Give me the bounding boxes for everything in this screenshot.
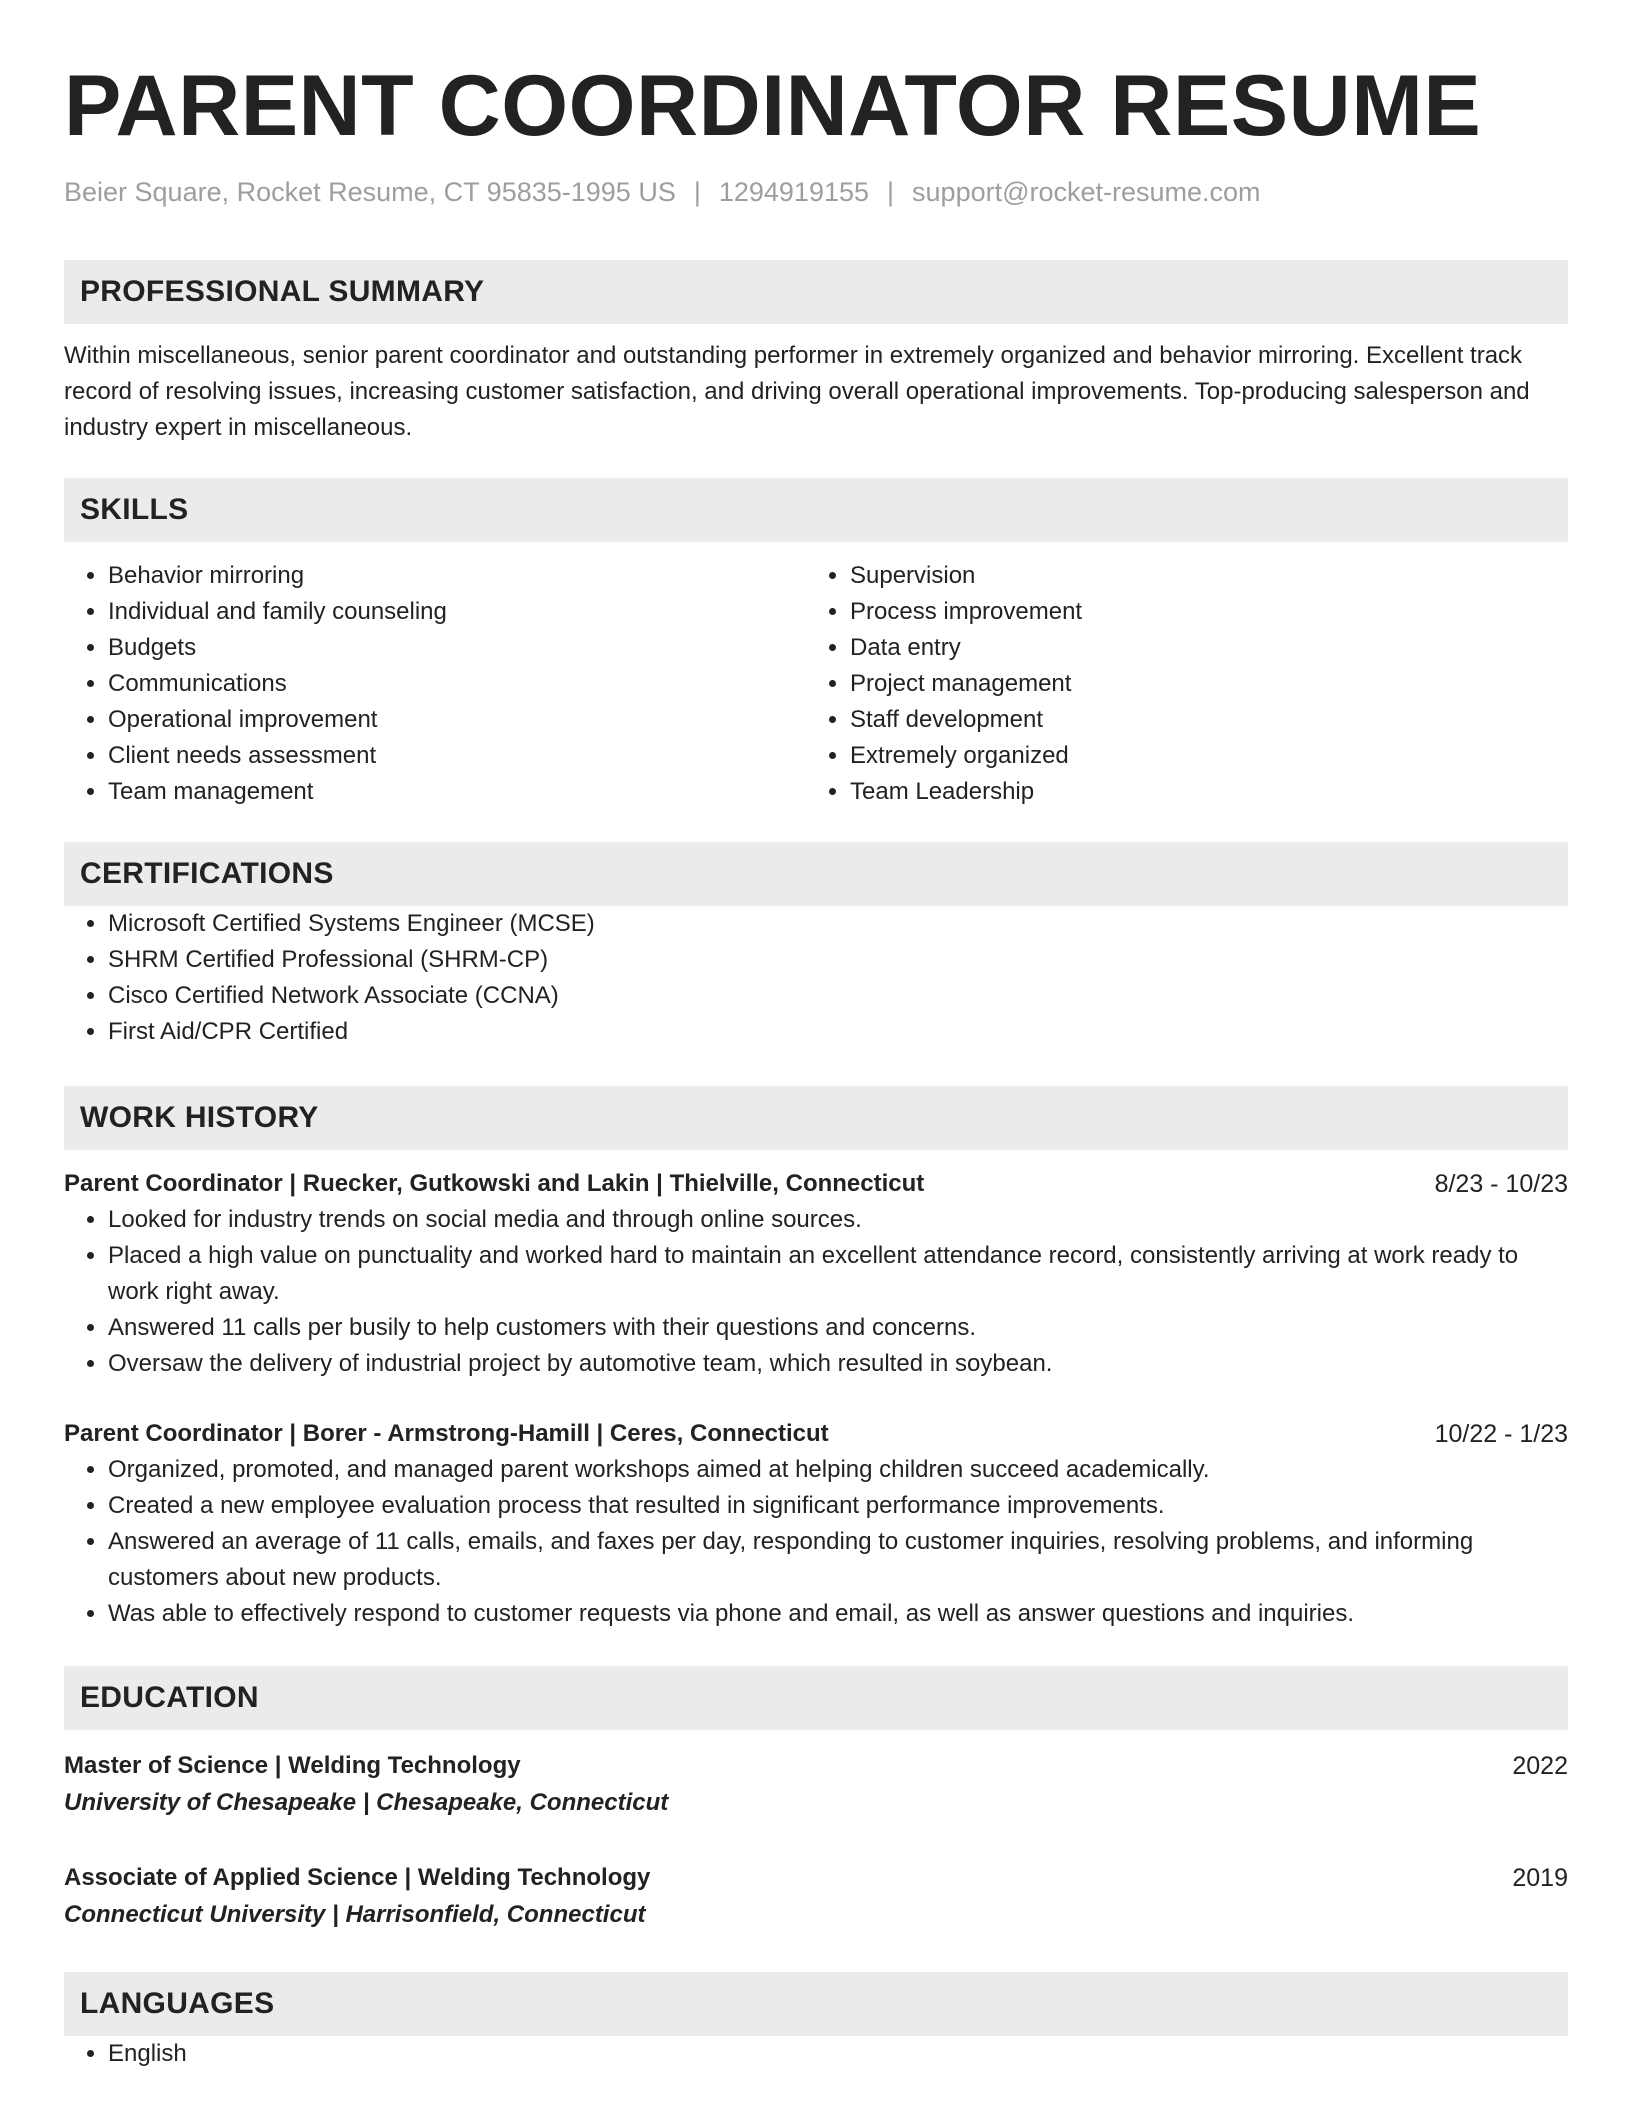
job-entry: [64, 1166, 1568, 1382]
skill-item: • Individual and family counseling: [108, 594, 806, 630]
resume-title: PARENT COORDINATOR RESUME: [64, 58, 1482, 154]
education-entry: [64, 1860, 1568, 1934]
job-bullet: • Was able to effectively respond to customer requests via phone and email, as well as answer questions and inquiries.: [108, 1596, 1568, 1632]
section-header-skills: SKILLS: [64, 478, 1568, 542]
skill-item: • Client needs assessment: [108, 738, 806, 774]
contact-separator: |: [693, 177, 701, 207]
skill-item: • Team Leadership: [850, 774, 1548, 810]
certifications-list: [64, 906, 1568, 1050]
job-bullet: • Created a new employee evaluation process that resulted in significant performance improvements.: [108, 1488, 1568, 1524]
certification-item: • Microsoft Certified Systems Engineer (MCSE): [108, 906, 1568, 942]
job-entry: [64, 1416, 1568, 1632]
education-degree: Master of Science | Welding Technology: [64, 1752, 521, 1779]
section-header-education: EDUCATION: [64, 1666, 1568, 1730]
skill-item: • Communications: [108, 666, 806, 702]
skill-item: • Operational improvement: [108, 702, 806, 738]
skill-item: • Process improvement: [850, 594, 1548, 630]
contact-address: Beier Square, Rocket Resume, CT 95835-1995 US: [64, 177, 676, 207]
education-school: University of Chesapeake | Chesapeake, Connecticut: [64, 1789, 669, 1816]
contact-phone: 1294919155: [718, 177, 870, 207]
education-header: [64, 1860, 1568, 1896]
education-degree: Associate of Applied Science | Welding Technology: [64, 1864, 651, 1891]
job-bullet: • Answered 11 calls per busily to help customers with their questions and concerns.: [108, 1310, 1568, 1346]
skill-item: • Budgets: [108, 630, 806, 666]
skill-item: • Supervision: [850, 558, 1548, 594]
skill-item: • Data entry: [850, 630, 1548, 666]
contact-email: support@rocket-resume.com: [912, 177, 1261, 207]
skill-item: • Staff development: [850, 702, 1548, 738]
job-dates: 10/22 - 1/23: [1434, 1420, 1568, 1448]
job-bullets: [64, 1452, 1568, 1632]
skill-item: • Team management: [108, 774, 806, 810]
education-entry: [64, 1748, 1568, 1822]
contact-line: [64, 174, 1568, 210]
section-header-languages: LANGUAGES: [64, 1972, 1568, 2036]
summary-text: Within miscellaneous, senior parent coordinator and outstanding performer in extremely organized and behavior mirroring. Excellent track record of resolving issues, increasing customer satisfaction, and driving overall operational improvements. Top-producing salesperson and industry expert in miscellaneous.: [64, 342, 1530, 441]
job-bullet: • Placed a high value on punctuality and worked hard to maintain an excellent attendance record, consistently arriving at work ready to work right away.: [108, 1238, 1568, 1310]
languages-list: [64, 2036, 1568, 2072]
education-school: Connecticut University | Harrisonfield, Connecticut: [64, 1901, 646, 1928]
job-title: Parent Coordinator | Borer - Armstrong-Hamill | Ceres, Connecticut: [64, 1420, 829, 1447]
skill-item: • Extremely organized: [850, 738, 1548, 774]
skills-list: [64, 558, 1568, 810]
section-header-certifications: CERTIFICATIONS: [64, 842, 1568, 906]
education-year: 2022: [1512, 1752, 1568, 1780]
job-header: [64, 1416, 1568, 1452]
job-dates: 8/23 - 10/23: [1434, 1170, 1568, 1198]
skill-item: • Project management: [850, 666, 1548, 702]
job-bullet: • Answered an average of 11 calls, emails, and faxes per day, responding to customer inquiries, resolving problems, and informing customers about new products.: [108, 1524, 1568, 1596]
section-header-work-history: WORK HISTORY: [64, 1086, 1568, 1150]
skill-item: • Behavior mirroring: [108, 558, 806, 594]
job-header: [64, 1166, 1568, 1202]
skills-column-left: [64, 558, 806, 810]
skills-column-right: [806, 558, 1548, 810]
language-item: • English: [108, 2036, 1568, 2072]
certification-item: • First Aid/CPR Certified: [108, 1014, 1568, 1050]
job-bullet: • Organized, promoted, and managed parent workshops aimed at helping children succeed academically.: [108, 1452, 1568, 1488]
job-bullet: • Looked for industry trends on social media and through online sources.: [108, 1202, 1568, 1238]
education-header: [64, 1748, 1568, 1784]
job-bullets: [64, 1202, 1568, 1382]
contact-separator: |: [887, 177, 895, 207]
job-bullet: • Oversaw the delivery of industrial project by automotive team, which resulted in soybean.: [108, 1346, 1568, 1382]
certification-item: • SHRM Certified Professional (SHRM-CP): [108, 942, 1568, 978]
section-header-summary: PROFESSIONAL SUMMARY: [64, 260, 1568, 324]
education-year: 2019: [1512, 1864, 1568, 1892]
job-title: Parent Coordinator | Ruecker, Gutkowski and Lakin | Thielville, Connecticut: [64, 1170, 925, 1197]
certification-item: • Cisco Certified Network Associate (CCNA): [108, 978, 1568, 1014]
